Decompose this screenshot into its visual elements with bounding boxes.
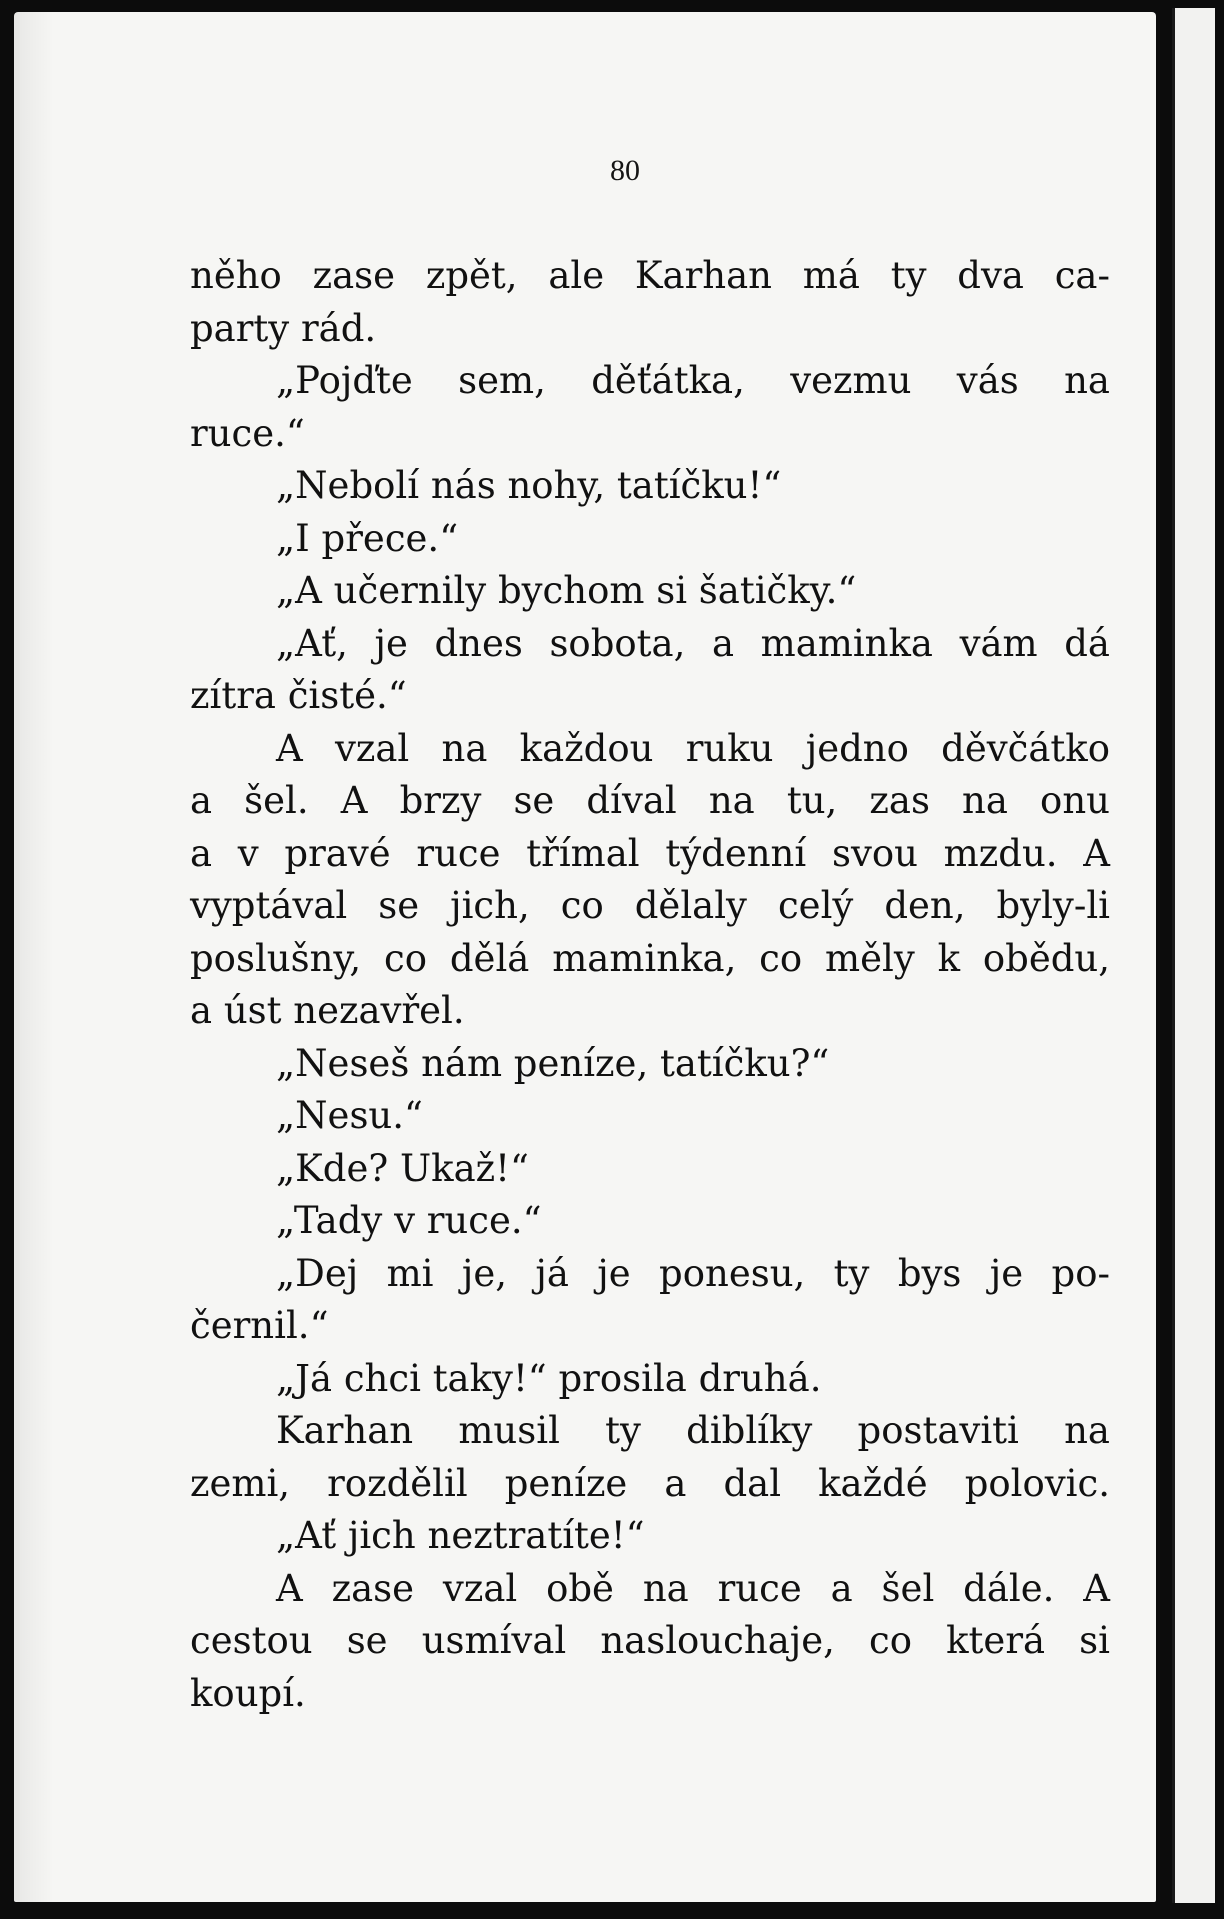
text-line: A vzal na každou ruku jedno děvčátko xyxy=(276,726,1110,770)
text-line: „Pojďte sem, děťátka, vezmu vás na xyxy=(276,359,1110,402)
page-number: 80 xyxy=(610,154,640,187)
text-line: a v pravé ruce třímal týdenní svou mzdu. A xyxy=(190,831,1110,875)
text-line: „A učernily bychom si šatičky.“ xyxy=(276,569,857,612)
text-line: Karhan musil ty diblíky postaviti na xyxy=(276,1409,1110,1452)
next-page-edge xyxy=(1172,8,1215,1903)
page-gutter-shadow xyxy=(14,12,54,1902)
text-line: „Kde? Ukaž!“ xyxy=(276,1146,529,1190)
text-line: vyptával se jich, co dělaly celý den, byly-li xyxy=(190,884,1110,927)
text-line: poslušny, co dělá maminka, co měly k obědu, xyxy=(190,936,1110,980)
text-line: ruce.“ xyxy=(190,411,305,455)
text-line: cestou se usmíval naslouchaje, co která si xyxy=(190,1619,1110,1662)
book-page xyxy=(14,12,1156,1902)
text-line: „Nebolí nás nohy, tatíčku!“ xyxy=(276,464,782,507)
text-line: „Tady v ruce.“ xyxy=(276,1199,542,1242)
text-line: zítra čisté.“ xyxy=(190,674,407,717)
text-line: zemi, rozdělil peníze a dal každé polovic. xyxy=(190,1461,1110,1505)
text-line: koupí. xyxy=(190,1671,306,1715)
text-line: a úst nezavřel. xyxy=(190,989,465,1032)
text-line: něho zase zpět, ale Karhan má ty dva ca- xyxy=(190,254,1110,297)
text-line: černil.“ xyxy=(190,1304,329,1347)
text-line: „Nesu.“ xyxy=(276,1094,423,1137)
text-line: party rád. xyxy=(190,306,377,350)
text-line: „Neseš nám peníze, tatíčku?“ xyxy=(276,1041,830,1085)
body-text xyxy=(190,250,1110,1720)
text-line: „Dej mi je, já je ponesu, ty bys je po- xyxy=(276,1251,1110,1295)
text-line: „I přece.“ xyxy=(276,516,459,560)
text-line: „Ať jich neztratíte!“ xyxy=(276,1514,645,1557)
text-line: a šel. A brzy se díval na tu, zas na onu xyxy=(190,779,1110,822)
text-line: A zase vzal obě na ruce a šel dále. A xyxy=(276,1566,1110,1610)
text-line: „Já chci taky!“ prosila druhá. xyxy=(276,1356,822,1400)
text-line: „Ať, je dnes sobota, a maminka vám dá xyxy=(276,621,1110,665)
